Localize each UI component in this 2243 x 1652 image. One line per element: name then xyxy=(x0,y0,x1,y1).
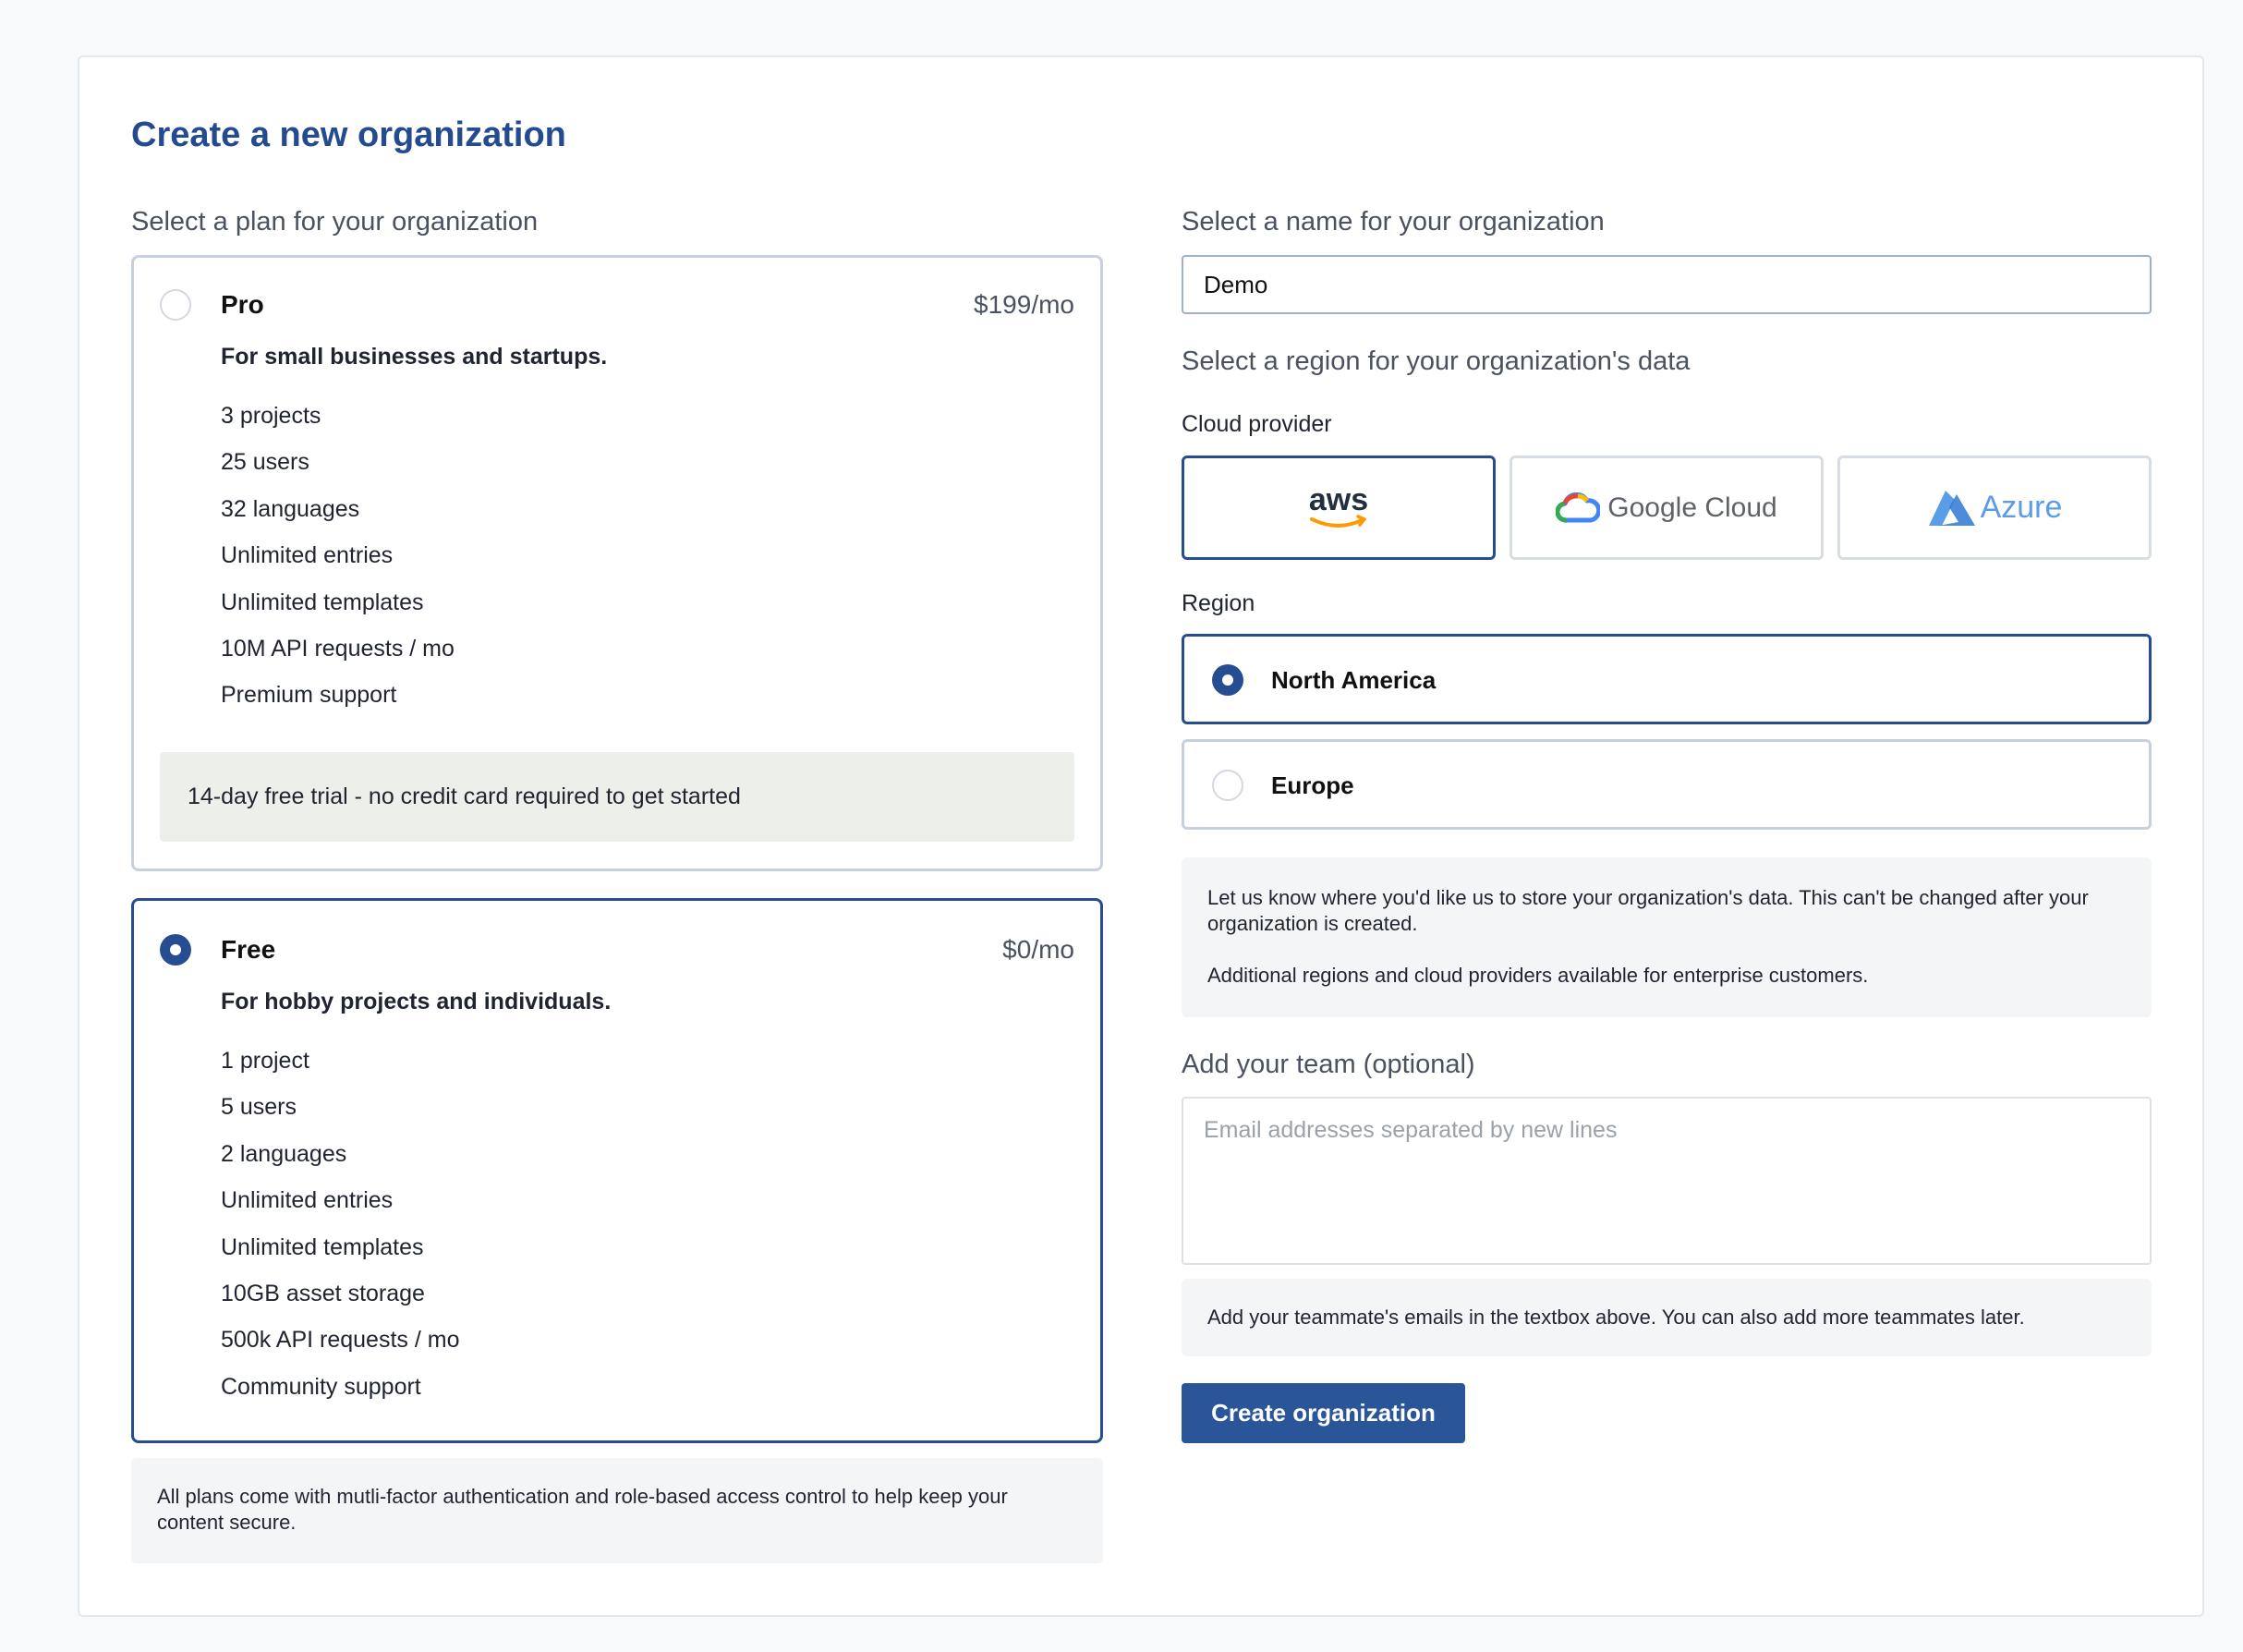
plan-feature: Unlimited templates xyxy=(221,1233,424,1260)
plan-feature: Unlimited templates xyxy=(221,589,424,615)
region-option-north-america[interactable] xyxy=(1182,634,2152,724)
plan-feature-list xyxy=(221,401,455,727)
region-name: Europe xyxy=(1271,771,1354,799)
plan-price: $199/mo xyxy=(974,290,1074,319)
plan-section-label: Select a plan for your organization xyxy=(131,207,539,237)
region-section-label: Select a region for your organization's data xyxy=(1182,346,1691,376)
region-option-europe[interactable] xyxy=(1182,739,2152,830)
provider-google-cloud[interactable] xyxy=(1509,456,1824,560)
google-cloud-wordmark: Google Cloud xyxy=(1607,492,1777,523)
plan-feature: Unlimited entries xyxy=(221,1187,394,1214)
plan-feature: 2 languages xyxy=(221,1140,347,1167)
plan-pro-radio[interactable] xyxy=(160,289,191,321)
plan-feature: 500k API requests / mo xyxy=(221,1327,460,1354)
aws-logo-icon xyxy=(1297,482,1380,534)
plan-description: For small businesses and startups. xyxy=(221,344,608,370)
org-name-label: Select a name for your organization xyxy=(1182,207,1605,237)
plan-feature: 25 users xyxy=(221,449,309,476)
plan-card-free[interactable] xyxy=(131,898,1103,1443)
region-note-text: Let us know where you'd like us to store your organization's data. This can't be changed after your organization is created. xyxy=(1207,886,2089,935)
aws-wordmark: aws xyxy=(1308,481,1369,517)
provider-azure[interactable] xyxy=(1837,456,2152,560)
cloud-provider-label: Cloud provider xyxy=(1182,411,1332,437)
plan-feature: 1 project xyxy=(221,1048,309,1074)
plan-card-pro[interactable] xyxy=(131,255,1103,871)
org-name-input[interactable] xyxy=(1182,255,2152,314)
region-label: Region xyxy=(1182,590,1255,616)
create-organization-button[interactable]: Create organization xyxy=(1182,1383,1465,1443)
plan-free-radio[interactable] xyxy=(160,934,191,966)
region-name: North America xyxy=(1271,666,1437,694)
region-note xyxy=(1182,857,2152,1017)
plan-feature: Unlimited entries xyxy=(221,542,394,569)
page-title: Create a new organization xyxy=(131,115,566,154)
plan-name: Pro xyxy=(221,290,264,319)
plans-footnote: All plans come with mutli-factor authentication and role-based access control to help keep your content secure. xyxy=(131,1458,1103,1563)
plan-feature: 3 projects xyxy=(221,403,321,429)
plan-feature: 10M API requests / mo xyxy=(221,635,455,662)
region-europe-radio[interactable] xyxy=(1212,770,1243,801)
plan-feature: 10GB asset storage xyxy=(221,1280,425,1306)
team-emails-textarea[interactable] xyxy=(1182,1097,2152,1265)
azure-wordmark: Azure xyxy=(1980,490,2063,525)
trial-note: 14-day free trial - no credit card required to get started xyxy=(160,752,1074,842)
google-cloud-logo-icon xyxy=(1556,492,1600,524)
azure-logo-icon xyxy=(1927,489,1977,528)
region-note-enterprise: Additional regions and cloud providers available for enterprise customers. xyxy=(1207,964,1869,987)
plan-feature-list xyxy=(221,1046,459,1418)
plan-feature: 5 users xyxy=(221,1094,297,1121)
provider-aws[interactable] xyxy=(1182,456,1496,560)
plan-feature: Premium support xyxy=(221,682,397,709)
plan-feature: 32 languages xyxy=(221,495,360,522)
plan-name: Free xyxy=(221,935,276,964)
plan-description: For hobby projects and individuals. xyxy=(221,989,612,1014)
region-north-america-radio[interactable] xyxy=(1212,664,1243,696)
plan-price: $0/mo xyxy=(1002,935,1074,964)
team-section-label: Add your team (optional) xyxy=(1182,1050,1475,1079)
team-note: Add your teammate's emails in the textbox above. You can also add more teammates later. xyxy=(1182,1279,2152,1356)
plan-feature: Community support xyxy=(221,1373,421,1400)
